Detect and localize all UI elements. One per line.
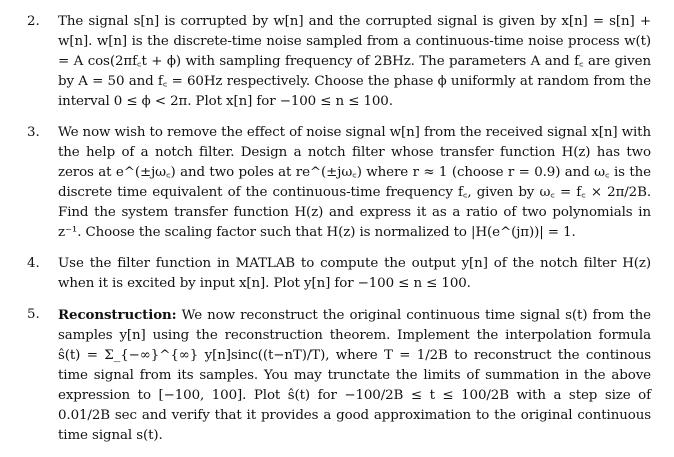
problem-text: The signal s[n] is corrupted by w[n] and the corrupted signal is given by x[n] = s[n] + w[n]. w[n] is the discrete-time noise sampled from a continuous-time noise process w(t) = A cos(2πf꜀t + ϕ) with sampling frequency of 2BHz. The parameters A and f꜀ are given by A = 50 and f꜀ = 60Hz respectively. Choose the phase ϕ uniformly at random from the interval 0 ≤ ϕ < 2π. Plot x[n] for −100 ≤ n ≤ 100. <box>58 14 651 109</box>
problem-2 <box>27 12 651 112</box>
problem-number: 2. <box>27 14 40 29</box>
problem-text-container <box>58 305 651 446</box>
problem-text: We now wish to remove the effect of noise signal w[n] from the received signal x[n] with the help of a notch filter. Design a notch filter whose transfer function H(z) has two zeros at e^(±jω꜀) and two poles at re^(±jω꜀) where r ≈ 1 (choose r = 0.9) and ω꜀ is the discrete time equivalent of the continuous-time frequency f꜀, given by ω꜀ = f꜀ × 2π/2B. Find the system transfer function H(z) and express it as a ratio of two polynomials in z⁻¹. Choose the scaling factor such that H(z) is normalized to |H(e^(jπ))| = 1. <box>58 125 651 240</box>
problem-number: 5. <box>27 307 40 322</box>
problem-5 <box>27 305 651 446</box>
problem-text: Use the filter function in MATLAB to compute the output y[n] of the notch filter H(z) when it is excited by input x[n]. Plot y[n] for −100 ≤ n ≤ 100. <box>58 256 651 291</box>
problem-number: 3. <box>27 125 40 140</box>
problem-number: 4. <box>27 256 40 271</box>
problem-4 <box>27 254 651 294</box>
problem-3 <box>27 123 651 243</box>
problem-lead-heading: Reconstruction: <box>58 307 177 323</box>
problem-text: We now reconstruct the original continuous time signal s(t) from the samples y[n] using the reconstruction theorem. Implement the interpolation formula ŝ(t) = Σ_{−∞}^{∞} y[n]sinc((t−nT)/T), where T = 1/2B to reconstruct the continous time signal from its samples. You may trunctate the limits of summation in the above expression to [−100, 100]. Plot ŝ(t) for −100/2B ≤ t ≤ 100/2B with a step size of 0.01/2B sec and verify that it provides a good approximation to the original continuous time signal s(t). <box>58 308 651 443</box>
problem-list <box>27 12 651 457</box>
